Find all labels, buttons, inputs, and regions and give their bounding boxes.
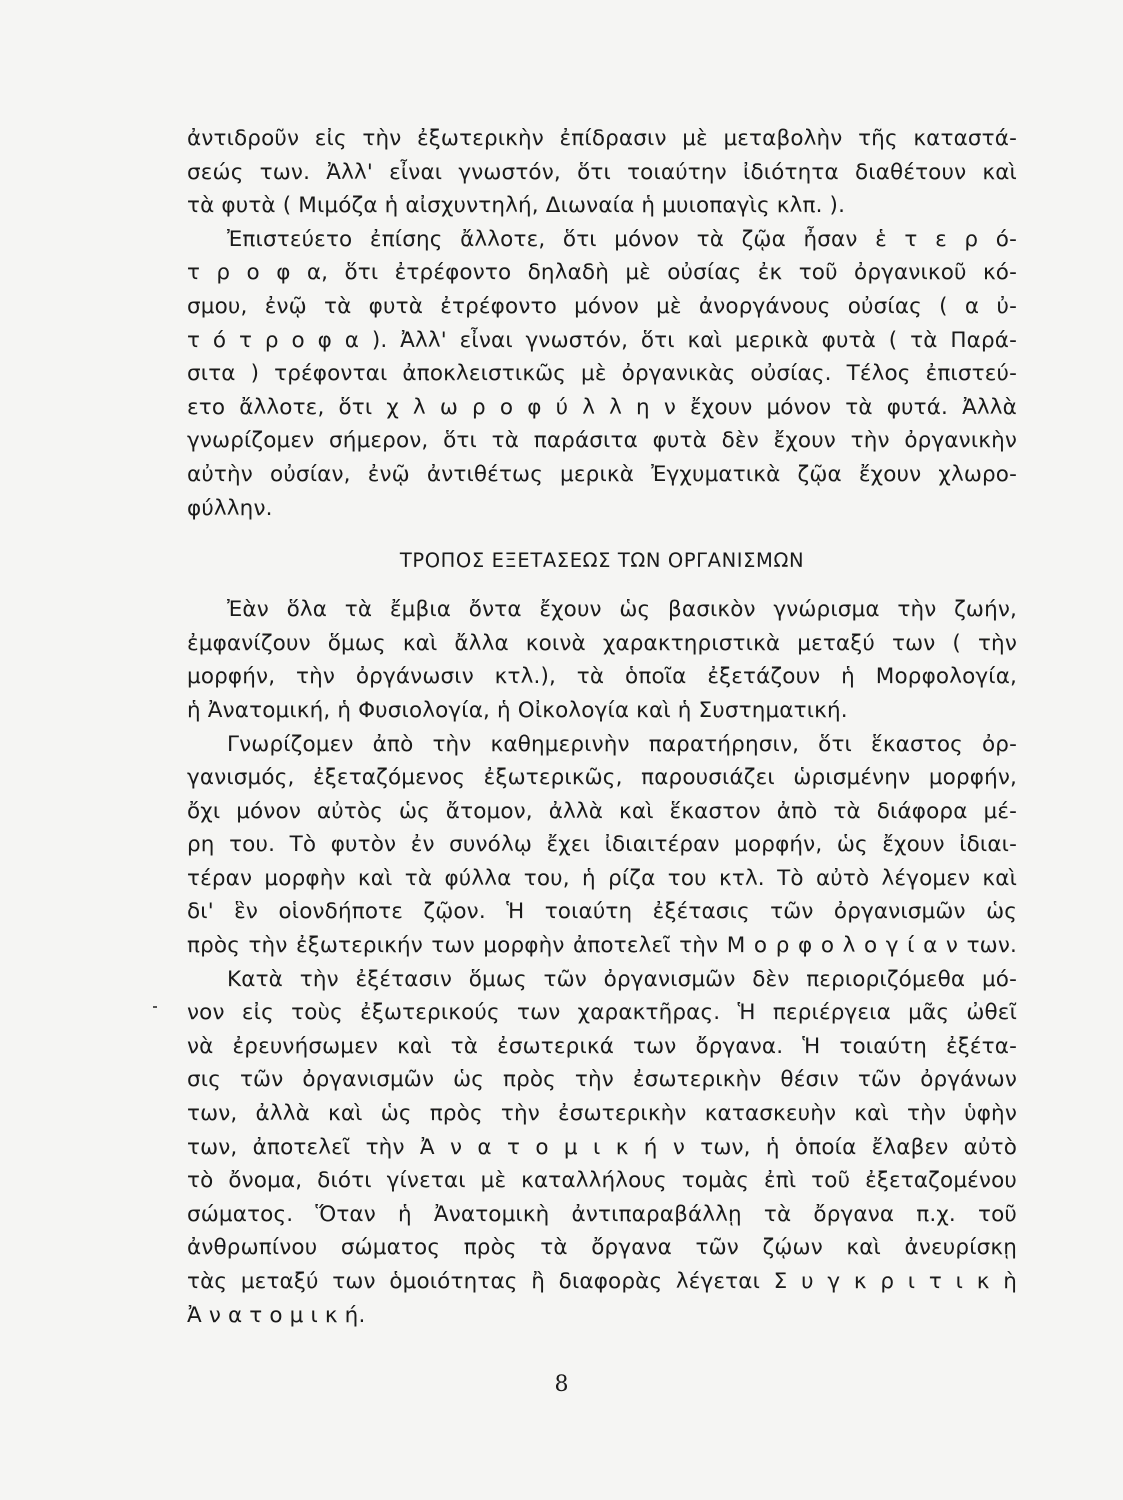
text-line: των, ἀλλὰ καὶ ὡς πρὸς τὴν ἐσωτερικὴν κατασκευὴν καὶ τὴν ὑφὴν	[187, 1101, 1017, 1127]
text-line: τὰ φυτὰ ( Μιμόζα ἡ αἰσχυντηλή, Διωναία ἡ μυιοπαγὶς κλπ. ).	[187, 193, 846, 219]
text-line: ἀντιδροῦν εἰς τὴν ἐξωτερικὴν ἐπίδρασιν μὲ μεταβολὴν τῆς καταστά-	[187, 126, 1017, 151]
text-line: γανισμός, ἐξεταζόμενος ἐξωτερικῶς, παρουσιάζει ὡρισμένην μορφήν,	[187, 765, 1017, 791]
text-line: ἡ Ἀνατομική, ἡ Φυσιολογία, ἡ Οἰκολογία καὶ ἡ Συστηματική.	[187, 697, 848, 723]
text-line: των, ἀποτελεῖ τὴν Ἀ ν α τ ο μ ι κ ή ν των, ἡ ὁποία ἔλαβεν αὐτὸ	[187, 1134, 1017, 1160]
text-line: νὰ ἐρευνήσωμεν καὶ τὰ ἐσωτερικά των ὄργανα. Ἡ τοιαύτη ἐξέτα-	[187, 1033, 1017, 1059]
text-line: ὄχι μόνον αὐτὸς ὡς ἄτομον, ἀλλὰ καὶ ἕκαστον ἀπὸ τὰ διάφορα μέ-	[187, 798, 1017, 824]
text-line: τέραν μορφὴν καὶ τὰ φύλλα του, ἡ ρίζα του κτλ. Τὸ αὐτὸ λέγομεν καὶ	[187, 865, 1017, 891]
text-line: μορφήν, τὴν ὀργάνωσιν κτλ.), τὰ ὁποῖα ἐξετάζουν ἡ Μορφολογία,	[187, 664, 1017, 690]
section-heading: ΤΡΟΠΟΣ ΕΞΕΤΑΣΕΩΣ ΤΩΝ ΟΡΓΑΝΙΣΜΩΝ	[399, 549, 805, 573]
text-line: αὐτὴν οὐσίαν, ἐνῷ ἀντιθέτως μερικὰ Ἐγχυματικὰ ζῷα ἔχουν χλωρο-	[187, 461, 1017, 487]
text-line: ρη του. Τὸ φυτὸν ἐν συνόλῳ ἔχει ἰδιαιτέραν μορφήν, ὡς ἔχουν ἰδιαι-	[187, 832, 1017, 858]
text-line: δι' ἓν οἱονδήποτε ζῷον. Ἡ τοιαύτη ἐξέτασις τῶν ὀργανισμῶν ὡς	[187, 899, 1017, 925]
text-line: τ ρ ο φ α, ὅτι ἐτρέφοντο δηλαδὴ μὲ οὐσίας ἐκ τοῦ ὀργανικοῦ κό-	[187, 260, 1017, 286]
page-number: 8	[554, 1372, 569, 1397]
text-line: τ ό τ ρ ο φ α ). Ἀλλ' εἶναι γνωστόν, ὅτι καὶ μερικὰ φυτὰ ( τὰ Παρά-	[187, 327, 1017, 353]
text-line: Κατὰ τὴν ἐξέτασιν ὅμως τῶν ὀργανισμῶν δὲν περιοριζόμεθα μό-	[227, 966, 1017, 992]
text-line: γνωρίζομεν σήμερον, ὅτι τὰ παράσιτα φυτὰ δὲν ἔχουν τὴν ὀργανικὴν	[187, 428, 1017, 454]
text-line: Ἀ ν α τ ο μ ι κ ή.	[187, 1302, 366, 1328]
text-line: ἀνθρωπίνου σώματος πρὸς τὰ ὄργανα τῶν ζῴων καὶ ἀνευρίσκῃ	[187, 1235, 1017, 1261]
paragraph-4	[187, 728, 1017, 963]
text-line: σμου, ἐνῷ τὰ φυτὰ ἐτρέφοντο μόνον μὲ ἀνοργάνους οὐσίας ( α ὐ-	[187, 293, 1017, 319]
text-line: νον εἰς τοὺς ἐξωτερικούς των χαρακτῆρας. Ἡ περιέργεια μᾶς ὠθεῖ	[187, 1000, 1017, 1026]
text-line: ἐμφανίζουν ὅμως καὶ ἄλλα κοινὰ χαρακτηριστικὰ μεταξύ των ( τὴν	[187, 630, 1017, 656]
text-line: τὸ ὄνομα, διότι γίνεται μὲ καταλλήλους τομὰς ἐπὶ τοῦ ἐξεταζομένου	[187, 1168, 1017, 1194]
paragraph-2	[187, 223, 1017, 525]
text-line: σιτα ) τρέφονται ἀποκλειστικῶς μὲ ὀργανικὰς οὐσίας. Τέλος ἐπιστεύ-	[187, 361, 1017, 387]
text-line: ετο ἄλλοτε, ὅτι χ λ ω ρ ο φ ύ λ λ η ν ἔχουν μόνον τὰ φυτά. Ἀλλὰ	[187, 394, 1017, 420]
text-line: σις τῶν ὀργανισμῶν ὡς πρὸς τὴν ἐσωτερικὴν θέσιν τῶν ὀργάνων	[187, 1067, 1017, 1093]
text-line: Γνωρίζομεν ἀπὸ τὴν καθημερινὴν παρατήρησιν, ὅτι ἕκαστος ὀρ-	[227, 731, 1017, 757]
margin-mark	[153, 1006, 157, 1008]
text-line: Ἐπιστεύετο ἐπίσης ἄλλοτε, ὅτι μόνον τὰ ζῷα ἦσαν ἑ τ ε ρ ό-	[227, 226, 1017, 252]
paragraph-5	[187, 963, 1017, 1333]
body-text	[187, 122, 1017, 1332]
text-line: πρὸς τὴν ἐξωτερικήν των μορφὴν ἀποτελεῖ τὴν Μ ο ρ φ ο λ ο γ ί α ν των.	[187, 933, 1017, 959]
paragraph-3	[187, 593, 1017, 727]
text-line: σώματος. Ὅταν ἡ Ἀνατομικὴ ἀντιπαραβάλλῃ τὰ ὄργανα π.χ. τοῦ	[187, 1201, 1017, 1227]
text-line: τὰς μεταξύ των ὁμοιότητας ἢ διαφορὰς λέγεται Σ υ γ κ ρ ι τ ι κ ὴ	[187, 1269, 1017, 1294]
text-line: σεώς των. Ἀλλ' εἶναι γνωστόν, ὅτι τοιαύτην ἰδιότητα διαθέτουν καὶ	[187, 159, 1017, 185]
text-line: φύλλην.	[187, 495, 273, 521]
text-line: Ἐὰν ὅλα τὰ ἔμβια ὄντα ἔχουν ὡς βασικὸν γνώρισμα τὴν ζωήν,	[227, 597, 1017, 623]
paragraph-1	[187, 122, 1017, 223]
